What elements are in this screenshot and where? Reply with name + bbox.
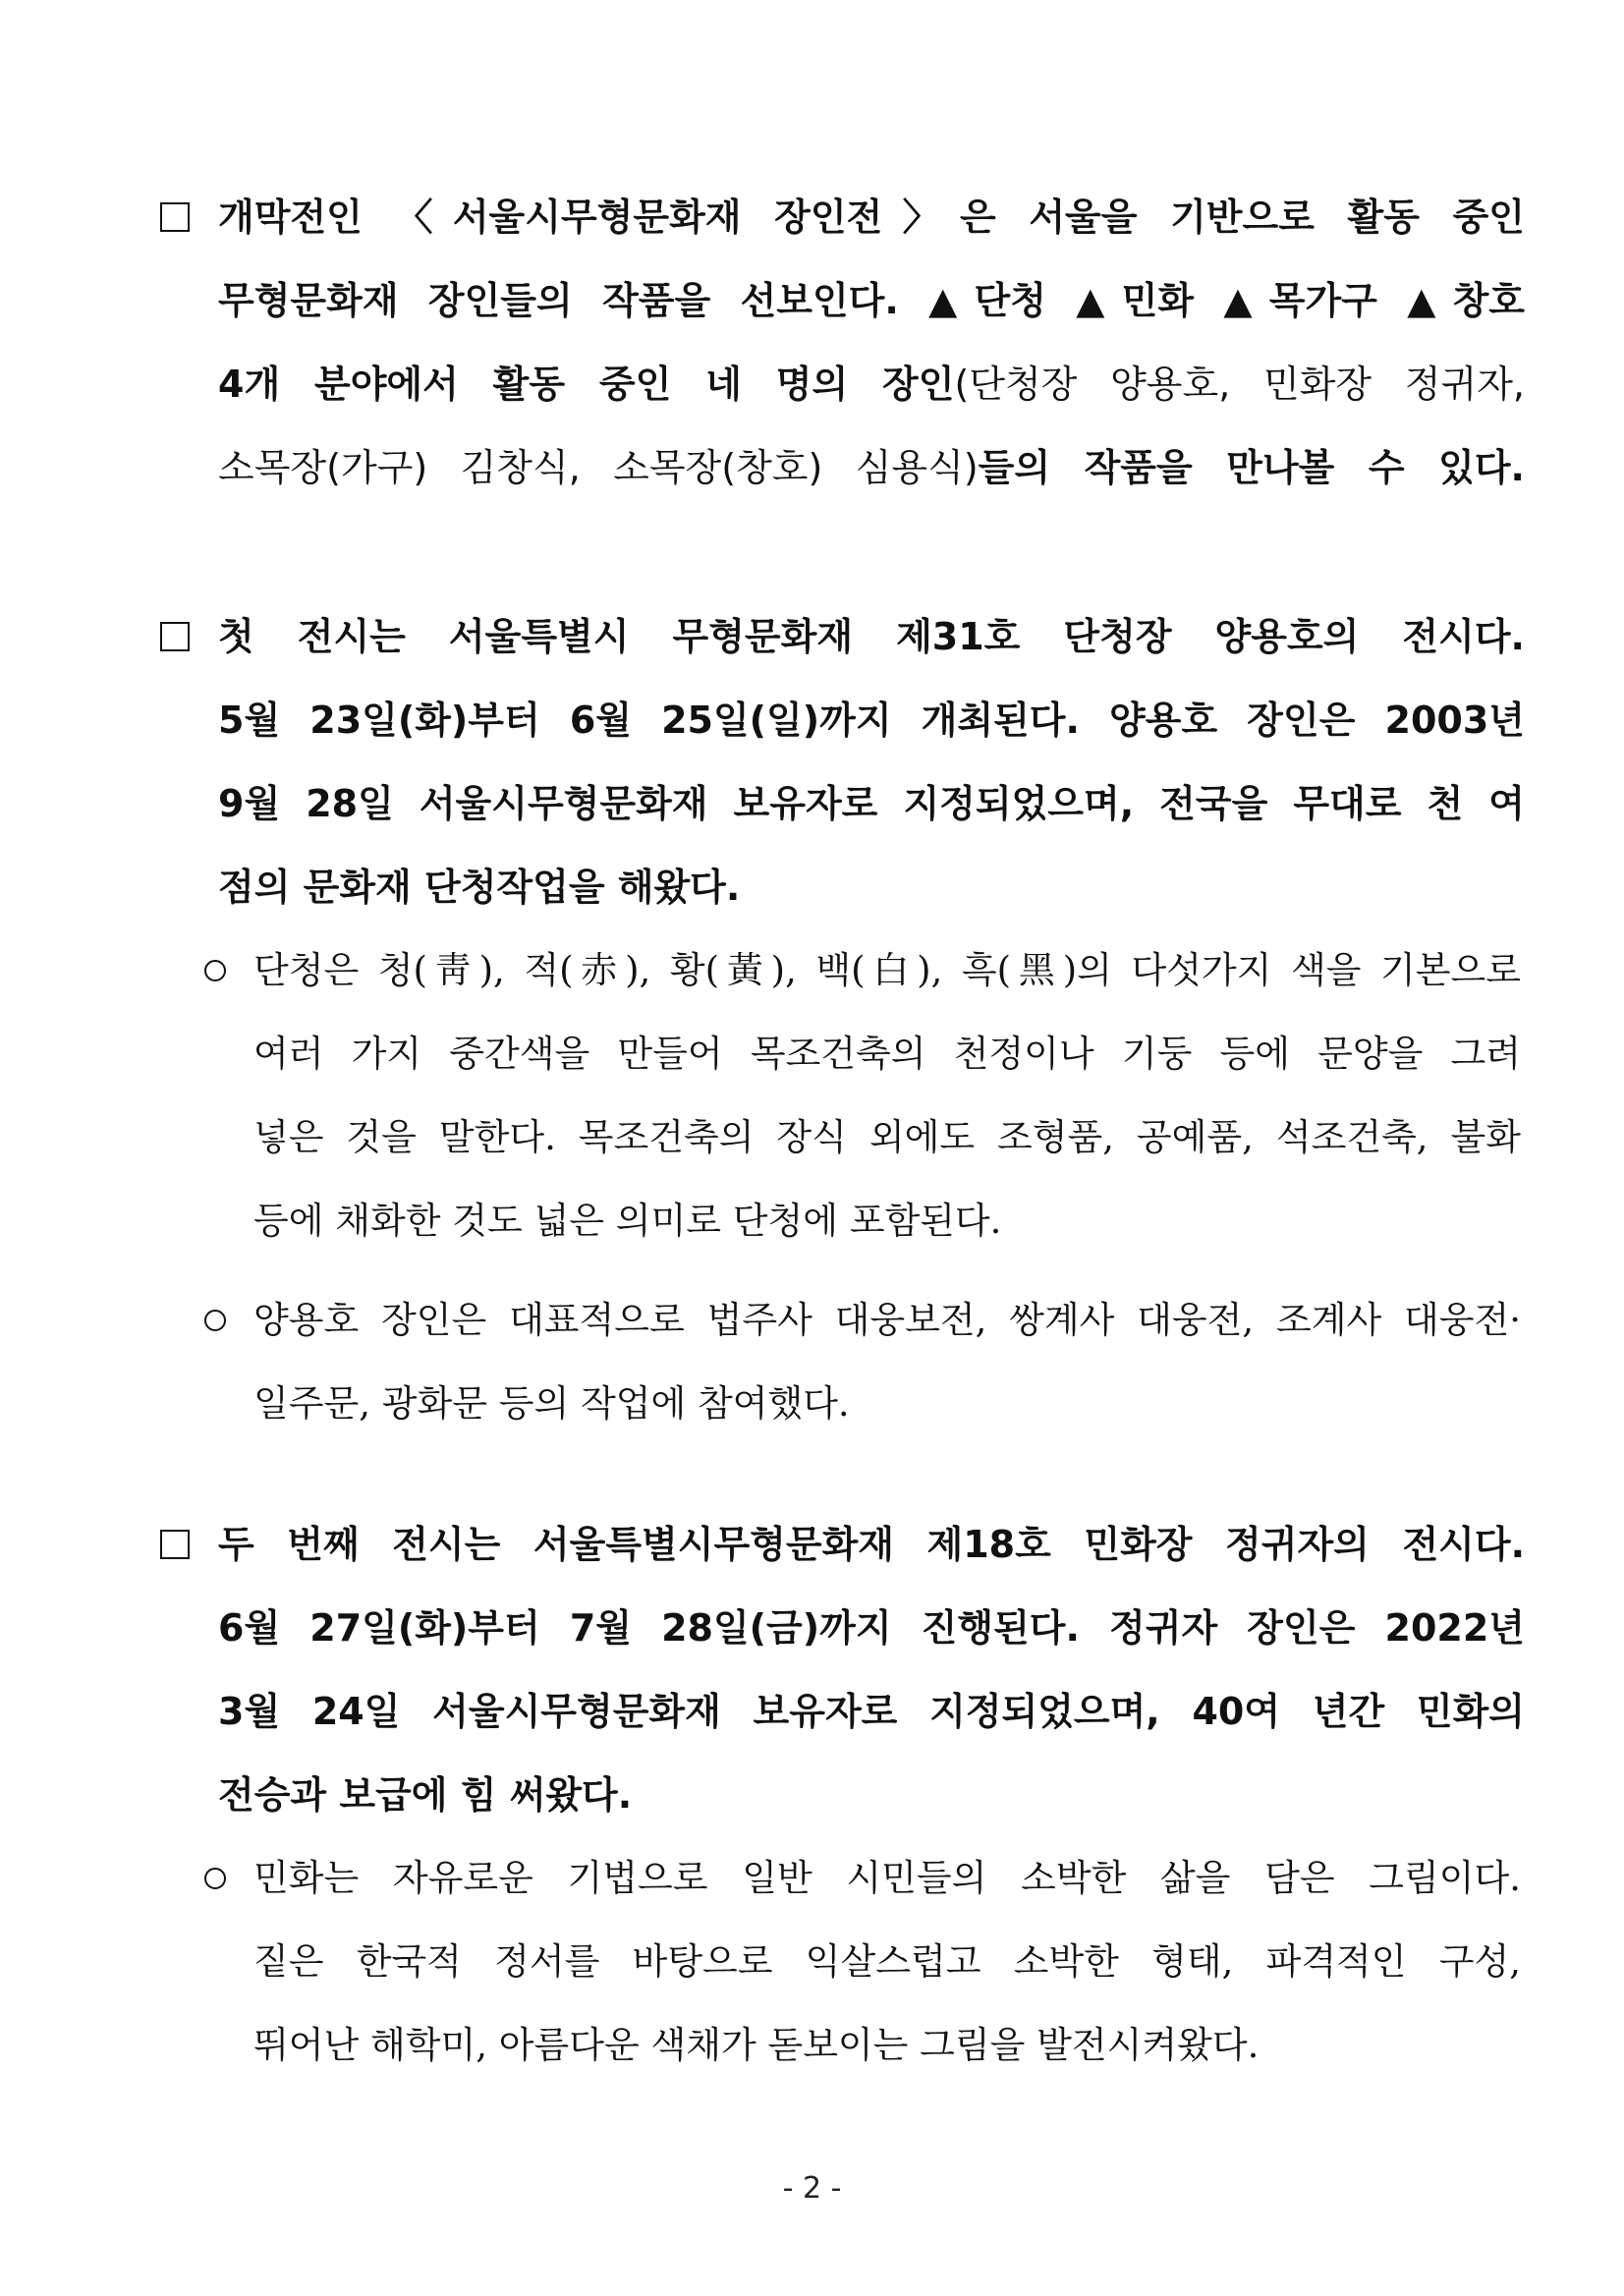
section-2-bullet-2-line-2: 일주문, 광화문 등의 작업에 참여했다. (253, 1382, 850, 1425)
section-3-bullet-1-line-2: 짙은 한국적 정서를 바탕으로 익살스럽고 소박한 형태, 파격적인 구성, (253, 1940, 1521, 1983)
section-1-line-3-normal: (단청장 양용호, 민화장 정귀자, (954, 363, 1526, 406)
section-1-line-3-bold: 4개 분야에서 활동 중인 네 명의 장인 (218, 363, 955, 406)
section-1-line-3 (218, 359, 1525, 410)
section-3-line-4: 전승과 보급에 힘 써왔다. (218, 1773, 633, 1817)
section-2-bullet-1-line-2: 여러 가지 중간색을 만들어 목조건축의 천정이나 기둥 등에 문양을 그려 (253, 1033, 1521, 1075)
section-3-bullet-1-line-1: 민화는 자유로운 기법으로 일반 시민들의 소박한 삶을 담은 그림이다. (253, 1857, 1521, 1899)
section-3-line-2: 6월 27일(화)부터 7월 28일(금)까지 진행된다. 정귀자 장인은 2022년 (218, 1606, 1525, 1650)
section-1-line-4 (218, 442, 1525, 493)
section-2-line-3: 9월 28일 서울시무형문화재 보유자로 지정되었으며, 전국을 무대로 천 여 (218, 782, 1525, 825)
page-number: - 2 - (782, 2171, 842, 2206)
section-1-line-4-bold: 들의 작품을 만나볼 수 있다. (978, 446, 1525, 489)
bullet-circle-icon (204, 1310, 226, 1331)
section-2-bullet-1-line-4: 등에 채화한 것도 넓은 의미로 단청에 포함된다. (253, 1200, 1002, 1242)
section-2-bullet-1-line-3: 넣은 것을 말한다. 목조건축의 장식 외에도 조형품, 공예품, 석조건축, 불화 (253, 1116, 1521, 1158)
section-3-line-3: 3월 24일 서울시무형문화재 보유자로 지정되었으며, 40여 년간 민화의 (218, 1690, 1525, 1733)
checkbox-square-icon (160, 202, 190, 232)
section-2-line-4: 점의 문화재 단청작업을 해왔다. (218, 866, 741, 909)
checkbox-square-icon (160, 1530, 190, 1559)
section-2-line-1: 첫 전시는 서울특별시 무형문화재 제31호 단청장 양용호의 전시다. (218, 615, 1525, 658)
section-1-line-1: 개막전인 〈서울시무형문화재 장인전〉은 서울을 기반으로 활동 중인 (218, 196, 1525, 239)
section-3-line-1: 두 번째 전시는 서울특별시무형문화재 제18호 민화장 정귀자의 전시다. (218, 1523, 1525, 1566)
section-2-bullet-2-line-1: 양용호 장인은 대표적으로 법주사 대웅보전, 쌍계사 대웅전, 조계사 대웅전· (253, 1299, 1521, 1341)
section-1-line-2: 무형문화재 장인들의 작품을 선보인다. ▲단청 ▲민화 ▲목가구 ▲창호 (218, 279, 1525, 322)
section-2-bullet-1-line-1: 단청은 청(靑), 적(赤), 황(黃), 백(白), 흑(黑)의 다섯가지 색을 기본으로 (253, 949, 1521, 991)
section-1-line-4-normal: 소목장(가구) 김창식, 소목장(창호) 심용식) (218, 446, 979, 489)
section-2-line-2: 5월 23일(화)부터 6월 25일(일)까지 개최된다. 양용호 장인은 2003년 (218, 699, 1525, 742)
bullet-circle-icon (204, 1868, 226, 1889)
section-3-bullet-1-line-3: 뛰어난 해학미, 아름다운 색채가 돋보이는 그림을 발전시켜왔다. (253, 2024, 1260, 2066)
checkbox-square-icon (160, 622, 190, 651)
bullet-circle-icon (204, 960, 226, 981)
